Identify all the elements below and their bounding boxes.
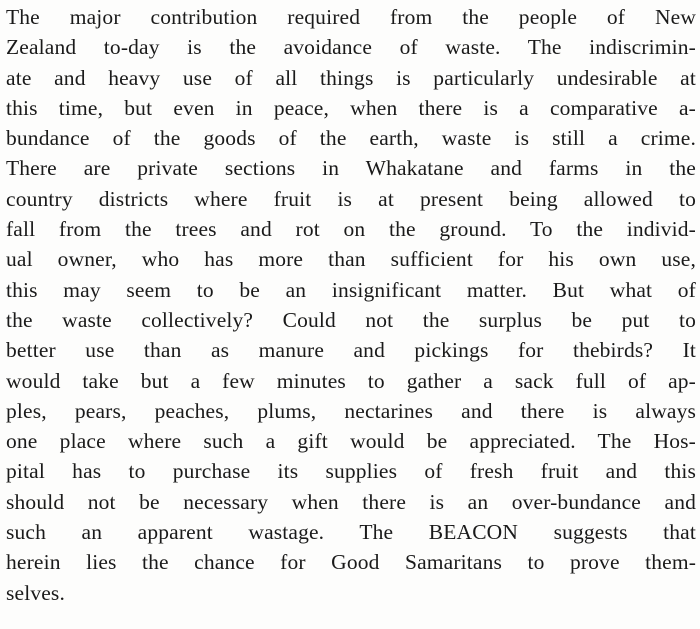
article-line: ples, pears, peaches, plums, nectarines and there is always [6,398,696,423]
article-line: one place where such a gift would be appreciated. The Hos- [6,429,696,454]
article-line: would take but a few minutes to gather a sack full of ap- [6,368,696,393]
article-line: should not be necessary when there is an over-bundance and [6,489,696,514]
article-line: fall from the trees and rot on the ground. To the individ- [6,217,696,242]
article-line: herein lies the chance for Good Samaritans to prove them- [6,550,696,575]
article-line: such an apparent wastage. The BEACON suggests that [6,520,696,545]
article-body [6,2,696,608]
article-line: selves. [6,580,65,605]
article-line: this time, but even in peace, when there is a comparative a- [6,95,696,120]
article-line: the waste collectively? Could not the surplus be put to [6,307,696,332]
article-line: country districts where fruit is at present being allowed to [6,186,696,211]
article-line: better use than as manure and pickings for thebirds? It [6,338,696,363]
article-line: this may seem to be an insignificant matter. But what of [6,277,696,302]
article-line: ate and heavy use of all things is particularly undesirable at [6,65,696,90]
article-line: There are private sections in Whakatane and farms in the [6,156,696,181]
article-line: Zealand to-day is the avoidance of waste. The indiscrimin- [6,35,696,60]
article-line: pital has to purchase its supplies of fresh fruit and this [6,459,696,484]
article-line: The major contribution required from the people of New [6,5,696,29]
article-line: bundance of the goods of the earth, waste is still a crime. [6,126,696,151]
article-line: ual owner, who has more than sufficient for his own use, [6,247,696,272]
